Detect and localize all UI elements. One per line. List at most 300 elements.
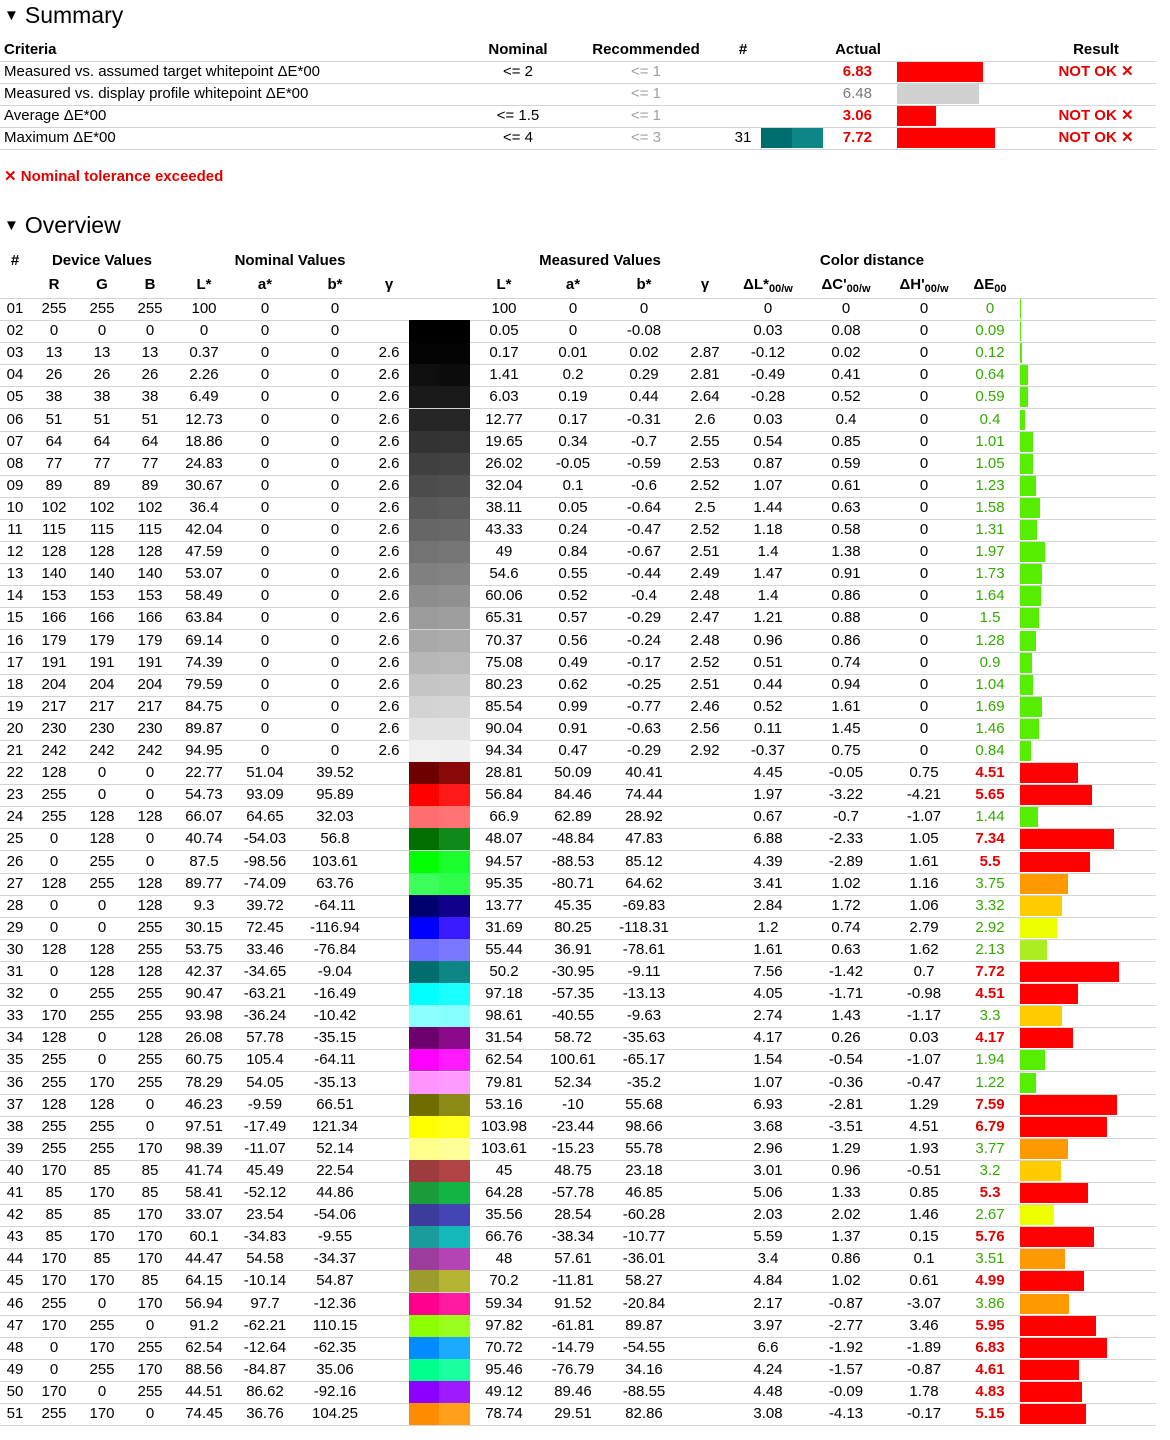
measured-gamma-cell: 2.6 — [694, 410, 716, 428]
g-cell: 170 — [89, 1405, 115, 1422]
overview-row — [0, 1381, 1156, 1404]
nominal-cell: <= 4 — [502, 129, 534, 146]
delta-l-cell: 0.03 — [753, 410, 783, 428]
nominal-b-cell: 0 — [330, 697, 340, 715]
nominal-l-cell: 84.75 — [185, 697, 223, 715]
measured-l-cell: 1.41 — [489, 366, 519, 384]
collapse-triangle-icon[interactable]: ▼ — [4, 7, 19, 24]
nominal-color-swatch — [409, 718, 439, 740]
delta-c-cell: 1.02 — [831, 874, 861, 892]
delta-l-cell: 4.39 — [753, 852, 783, 870]
delta-h-cell: -3.07 — [906, 1294, 942, 1312]
nominal-color-swatch — [409, 1381, 439, 1403]
nominal-a-cell: -63.21 — [243, 985, 287, 1003]
measured-a-cell: 0.17 — [558, 410, 588, 428]
recommended-cell: <= 1 — [630, 63, 662, 80]
nominal-l-cell: 30.67 — [185, 476, 223, 494]
delta-h-cell: 0 — [919, 609, 929, 627]
delta-e-cell: 3.2 — [979, 1161, 1001, 1179]
r-cell: 217 — [41, 697, 67, 715]
measured-color-swatch — [439, 342, 470, 364]
actual-bar — [897, 62, 983, 82]
measured-b-cell: -0.6 — [631, 476, 657, 494]
measured-gamma-cell: 2.53 — [690, 454, 720, 472]
delta-e-cell: 1.97 — [975, 543, 1005, 561]
b-cell: 0 — [145, 852, 155, 870]
measured-color-swatch — [439, 652, 470, 674]
nominal-a-cell: 0 — [260, 631, 270, 649]
summary-row — [0, 127, 1156, 150]
measured-l-cell: 62.54 — [485, 1051, 523, 1069]
nominal-gamma-cell: 2.6 — [378, 366, 400, 384]
nominal-b-cell: -92.16 — [313, 1382, 357, 1400]
measured-a-cell: 89.46 — [554, 1382, 592, 1400]
b-cell: 0 — [145, 786, 155, 804]
nominal-l-cell: 74.45 — [185, 1405, 223, 1422]
measured-gamma-cell — [688, 917, 722, 939]
nominal-a-cell: 54.58 — [246, 1250, 284, 1268]
delta-h-cell: 0 — [919, 543, 929, 561]
nominal-gamma-cell: 2.6 — [378, 476, 400, 494]
delta-c-cell: 0.85 — [831, 432, 861, 450]
delta-h-cell: -0.17 — [906, 1405, 942, 1422]
nominal-color-swatch — [409, 320, 439, 342]
delta-l-cell: -0.12 — [750, 344, 786, 362]
nominal-l-cell: 63.84 — [185, 609, 223, 627]
measured-b-cell: -88.55 — [622, 1382, 666, 1400]
delta-c-cell: -0.87 — [828, 1294, 864, 1312]
overview-row — [0, 762, 1156, 785]
measured-gamma-cell — [688, 1094, 722, 1116]
summary-row — [0, 105, 1156, 128]
nominal-a-cell: -11.07 — [244, 1139, 286, 1157]
measured-color-swatch — [439, 1072, 470, 1094]
num-cell: 10 — [6, 498, 24, 516]
patch-number-cell — [728, 105, 758, 127]
measured-b-cell: 0.29 — [629, 366, 659, 384]
r-cell: 0 — [49, 1360, 59, 1378]
measured-a-cell: 0.84 — [558, 543, 588, 561]
delta-e-cell: 1.22 — [975, 1073, 1005, 1091]
measured-gamma-cell — [688, 762, 722, 784]
delta-l-cell: 1.61 — [753, 940, 783, 958]
measured-b-cell: -0.29 — [626, 609, 662, 627]
patch-swatch — [409, 1337, 470, 1359]
num-cell: 33 — [6, 1007, 24, 1025]
r-cell: 13 — [45, 344, 63, 362]
measured-b-cell: -35.63 — [622, 1029, 666, 1047]
delta-e-bar — [1020, 564, 1042, 584]
delta-c-cell: -1.57 — [828, 1360, 864, 1378]
measured-l-cell: 38.11 — [485, 498, 523, 516]
measured-a-cell: 50.09 — [554, 764, 592, 782]
nominal-gamma-cell — [374, 917, 404, 939]
delta-h-cell: 0 — [919, 432, 929, 450]
g-cell: 0 — [97, 918, 107, 936]
nominal-color-swatch — [409, 1293, 439, 1315]
r-cell: 0 — [49, 963, 59, 980]
measured-l-cell: 0.17 — [489, 344, 519, 362]
measured-a-cell: 0.99 — [558, 697, 588, 715]
nominal-color-swatch — [409, 1337, 439, 1359]
patch-swatch — [409, 519, 470, 541]
delta-h-cell: -0.98 — [906, 985, 942, 1003]
delta-e-cell: 4.99 — [975, 1272, 1005, 1290]
measured-gamma-cell — [688, 1315, 722, 1337]
summary-header-row — [0, 39, 1156, 62]
nominal-a-cell: -10.14 — [243, 1272, 287, 1290]
measured-a-cell: 0.49 — [558, 653, 588, 671]
measured-l-cell: 53.16 — [485, 1095, 523, 1113]
nominal-gamma-cell — [374, 851, 404, 873]
measured-l-cell: 85.54 — [485, 697, 523, 715]
overview-row — [0, 1182, 1156, 1205]
delta-e-bar — [1020, 1360, 1079, 1380]
delta-l-cell: 0.52 — [753, 697, 783, 715]
num-cell: 32 — [6, 985, 24, 1003]
measured-a-cell: -61.81 — [551, 1316, 595, 1334]
measured-a-cell: 91.52 — [554, 1294, 592, 1312]
nominal-b-cell: 0 — [330, 410, 340, 428]
g-cell: 0 — [97, 1029, 107, 1047]
actual-bar — [897, 106, 936, 126]
overview-row — [0, 1359, 1156, 1382]
result-cell — [1046, 83, 1146, 105]
delta-e-bar — [1020, 675, 1033, 695]
delta-e-cell: 0.9 — [979, 653, 1001, 671]
measured-l-cell: 94.57 — [485, 852, 523, 870]
num-cell: 16 — [6, 631, 24, 649]
nominal-color-swatch — [409, 409, 439, 431]
r-cell: 255 — [41, 808, 67, 826]
nominal-a-cell: 0 — [260, 675, 270, 693]
g-cell: 102 — [89, 498, 115, 516]
overview-row — [0, 1072, 1156, 1095]
r-cell: 0 — [49, 852, 59, 870]
collapse-triangle-icon[interactable]: ▼ — [4, 217, 19, 234]
nominal-b-cell: 0 — [330, 543, 340, 561]
actual-cell: 6.48 — [842, 85, 872, 102]
delta-e-bar — [1020, 542, 1045, 562]
measured-a-cell: -48.84 — [551, 830, 595, 848]
r-cell: 255 — [41, 1139, 67, 1157]
nominal-a-cell: -17.49 — [243, 1117, 287, 1135]
measured-a-cell: -11.81 — [552, 1272, 594, 1290]
measured-l-cell: 59.34 — [485, 1294, 523, 1312]
measured-color-swatch — [439, 1359, 470, 1381]
nominal-b-cell: 121.34 — [312, 1117, 358, 1135]
delta-e-cell: 3.75 — [975, 874, 1005, 892]
patch-swatch — [409, 784, 470, 806]
delta-e-bar — [1020, 387, 1028, 407]
b-cell: 128 — [137, 808, 163, 826]
delta-e-cell: 1.44 — [975, 808, 1005, 826]
measured-l-cell: 80.23 — [485, 675, 523, 693]
patch-swatch — [409, 320, 470, 342]
nominal-gamma-cell — [374, 1094, 404, 1116]
delta-e-cell: 2.67 — [975, 1206, 1005, 1224]
measured-color-swatch — [439, 585, 470, 607]
num-cell: 26 — [6, 852, 24, 870]
overview-group-header-row — [0, 250, 1156, 272]
measured-gamma-cell — [688, 1049, 722, 1071]
nominal-l-cell: 78.29 — [185, 1073, 223, 1091]
measured-a-cell: -57.35 — [551, 985, 595, 1003]
nominal-gamma-cell — [374, 784, 404, 806]
overview-row — [0, 497, 1156, 520]
measured-gamma-cell — [688, 873, 722, 895]
delta-l-cell: 6.88 — [753, 830, 783, 848]
measured-color-swatch — [439, 1403, 470, 1425]
delta-c-cell: -0.7 — [833, 808, 859, 826]
nominal-cell — [478, 83, 558, 105]
nominal-l-cell: 88.56 — [185, 1360, 223, 1378]
delta-h-cell: -0.87 — [906, 1360, 942, 1378]
delta-e-bar — [1020, 962, 1119, 982]
b-cell: 0 — [145, 322, 155, 340]
measured-gamma-cell: 2.87 — [690, 344, 720, 362]
nominal-gamma-cell — [374, 1072, 404, 1094]
delta-h-cell: 0 — [919, 366, 929, 384]
delta-e-cell: 3.3 — [979, 1007, 1001, 1025]
overview-row — [0, 652, 1156, 675]
b-cell: 153 — [137, 587, 163, 605]
r-cell: 255 — [41, 1073, 67, 1091]
measured-gamma-cell — [688, 1005, 722, 1027]
delta-e-header: $\Delta E_{00}$ — [973, 276, 1007, 295]
nominal-gamma-cell: 2.6 — [378, 653, 400, 671]
overview-row — [0, 298, 1156, 321]
g-cell: 0 — [97, 764, 107, 782]
overview-section-title[interactable]: ▼ Overview — [4, 212, 121, 238]
measured-a-cell: -0.05 — [555, 454, 591, 472]
actual-cell: 3.06 — [842, 107, 872, 124]
patch-swatch — [409, 696, 470, 718]
nominal-b-cell: 22.54 — [316, 1161, 354, 1179]
delta-e-bar — [1020, 1338, 1107, 1358]
delta-c-header: $\Delta C'_{00/w}$ — [821, 276, 871, 295]
nominal-b-cell: 0 — [330, 344, 340, 362]
measured-color-swatch — [439, 1094, 470, 1116]
measured-b-cell: -9.63 — [626, 1007, 662, 1025]
delta-e-cell: 5.15 — [975, 1405, 1005, 1422]
g-cell: 170 — [89, 1184, 115, 1201]
measured-b-cell: -65.17 — [622, 1051, 666, 1069]
nominal-color-swatch — [409, 1270, 439, 1292]
b-cell: 51 — [141, 410, 159, 428]
measured-color-swatch — [439, 1337, 470, 1359]
delta-e-cell: 4.51 — [975, 985, 1005, 1003]
measured-a-cell: 57.61 — [554, 1250, 592, 1268]
measured-color-swatch — [439, 917, 470, 939]
measured-b-cell: 55.78 — [625, 1139, 663, 1157]
delta-e-bar — [1020, 1183, 1088, 1203]
nominal-l-cell: 87.5 — [189, 852, 219, 870]
nominal-color-swatch — [409, 1005, 439, 1027]
g-cell: 255 — [89, 1316, 115, 1334]
delta-h-header: $\Delta H'_{00/w}$ — [899, 276, 949, 295]
num-cell: 50 — [6, 1382, 24, 1400]
b-cell: 170 — [137, 1294, 163, 1312]
measured-b-cell: -35.2 — [626, 1073, 662, 1091]
measured-b-cell: 85.12 — [625, 852, 663, 870]
measured-b-cell: -36.01 — [622, 1250, 666, 1268]
delta-c-cell: -3.22 — [828, 786, 864, 804]
nominal-l-cell: 89.77 — [185, 874, 223, 892]
delta-l-cell: 1.47 — [753, 565, 783, 583]
nominal-a-cell: 0 — [260, 609, 270, 627]
nominal-a-cell: 33.46 — [246, 940, 284, 958]
measured-a-cell: 0.52 — [558, 587, 588, 605]
delta-l-cell: 3.68 — [753, 1117, 783, 1135]
b-cell: 0 — [145, 1117, 155, 1135]
patch-swatch — [409, 1315, 470, 1337]
patch-swatch — [409, 607, 470, 629]
nominal-a-cell: -54.03 — [243, 830, 287, 848]
delta-c-cell: 0.26 — [831, 1029, 861, 1047]
r-cell: 166 — [41, 609, 67, 627]
nominal-b-cell: 103.61 — [312, 852, 358, 870]
measured-gamma-cell — [688, 1270, 722, 1292]
nominal-l-cell: 89.87 — [185, 719, 223, 737]
delta-l-cell: 1.97 — [753, 786, 783, 804]
num-cell: 31 — [6, 963, 24, 980]
patch-swatch — [409, 895, 470, 917]
delta-l-cell: 3.97 — [753, 1316, 783, 1334]
g-cell: 255 — [89, 852, 115, 870]
delta-e-cell: 1.28 — [975, 631, 1005, 649]
measured-l-cell: 79.81 — [485, 1073, 523, 1091]
b-cell: 0 — [145, 1095, 155, 1113]
measured-gamma-cell: 2.56 — [690, 719, 720, 737]
measured-color-swatch — [439, 409, 470, 431]
patch-swatch — [409, 1204, 470, 1226]
nominal-b-cell: -16.49 — [313, 985, 357, 1003]
measured-gamma-cell — [688, 939, 722, 961]
nominal-gamma-cell — [374, 1005, 404, 1027]
nominal-color-swatch — [409, 1138, 439, 1160]
criteria-cell: Maximum ΔE*00 — [4, 129, 116, 146]
patch-swatch — [409, 364, 470, 386]
delta-l-cell: 4.17 — [753, 1029, 783, 1047]
b-cell: 0 — [145, 1405, 155, 1422]
nominal-gamma-cell: 2.6 — [378, 498, 400, 516]
delta-h-cell: 0 — [919, 742, 929, 759]
measured-color-swatch — [439, 873, 470, 895]
delta-e-bar — [1020, 410, 1025, 430]
nominal-l-cell: 79.59 — [185, 675, 223, 693]
measured-color-swatch — [439, 1182, 470, 1204]
delta-l-cell: -0.28 — [750, 388, 786, 406]
result-cell: NOT OK ✕ — [1058, 107, 1134, 124]
delta-l-cell: 6.93 — [753, 1095, 783, 1113]
nominal-l-cell: 97.51 — [185, 1117, 223, 1135]
nominal-a-cell: -34.65 — [243, 963, 287, 980]
patch-swatch — [409, 1072, 470, 1094]
nominal-a-cell: 0 — [260, 521, 270, 538]
measured-color-swatch — [439, 630, 470, 652]
delta-e-cell: 1.04 — [975, 675, 1005, 693]
delta-h-cell: -4.21 — [906, 786, 942, 804]
patch-swatch — [409, 1116, 470, 1138]
delta-l-cell: 2.84 — [753, 896, 783, 914]
num-cell: 29 — [6, 918, 24, 936]
patch-swatch — [409, 1270, 470, 1292]
measured-color-swatch — [439, 541, 470, 563]
g-cell: 170 — [89, 1338, 115, 1356]
nominal-b-cell: 0 — [330, 742, 340, 759]
nominal-b-cell: 0 — [330, 521, 340, 538]
measured-a-cell: 0 — [568, 300, 578, 317]
delta-e-bar — [1020, 719, 1039, 739]
g-cell: 255 — [89, 985, 115, 1003]
measured-b-cell: 82.86 — [625, 1405, 663, 1422]
b-cell: 255 — [137, 940, 163, 958]
nominal-b-cell: 0 — [330, 675, 340, 693]
delta-h-cell: 0 — [919, 521, 929, 538]
measured-b-cell: -10.77 — [622, 1228, 666, 1246]
g-cell: 0 — [97, 786, 107, 804]
delta-c-cell: 0.58 — [831, 521, 861, 538]
delta-c-cell: 0.4 — [835, 410, 857, 428]
patch-swatch — [409, 983, 470, 1005]
measured-gamma-cell — [688, 1182, 722, 1204]
measured-l-cell: 28.81 — [485, 764, 523, 782]
nominal-b-cell: 0 — [330, 565, 340, 583]
nominal-color-swatch — [409, 784, 439, 806]
b-cell: 77 — [141, 454, 159, 472]
delta-e-cell: 4.51 — [975, 764, 1005, 782]
patch-swatch — [409, 497, 470, 519]
delta-e-bar — [1020, 1316, 1096, 1336]
r-cell: 51 — [45, 410, 63, 428]
r-cell: 170 — [41, 1272, 67, 1290]
delta-h-cell: 1.61 — [909, 852, 939, 870]
patch-swatch — [409, 851, 470, 873]
g-cell: 217 — [89, 697, 115, 715]
nominal-b-cell: 32.03 — [316, 808, 354, 826]
overview-row — [0, 784, 1156, 807]
b-cell: 128 — [137, 896, 163, 914]
measured-b-header: b* — [636, 276, 652, 293]
actual-cell: 6.83 — [842, 63, 872, 80]
b-cell: 64 — [141, 432, 159, 450]
delta-l-cell: 1.54 — [753, 1051, 783, 1069]
num-cell: 11 — [7, 521, 23, 538]
nominal-a-cell: 0 — [260, 587, 270, 605]
delta-c-cell: 0.91 — [831, 565, 861, 583]
delta-h-cell: 0.15 — [909, 1228, 939, 1246]
b-cell: 102 — [137, 498, 163, 516]
delta-c-cell: 2.02 — [831, 1206, 861, 1224]
nominal-a-cell: 0 — [260, 565, 270, 583]
b-cell: 170 — [137, 1206, 163, 1224]
num-cell: 09 — [6, 476, 24, 494]
nominal-color-swatch — [409, 563, 439, 585]
patch-swatch — [409, 873, 470, 895]
measured-b-cell: -118.31 — [619, 918, 669, 936]
delta-c-cell: -0.36 — [828, 1073, 864, 1091]
measured-a-cell: 0.56 — [558, 631, 588, 649]
b-cell: 128 — [137, 874, 163, 892]
nominal-gamma-cell: 2.6 — [378, 388, 400, 406]
nominal-color-swatch — [409, 983, 439, 1005]
nominal-a-cell: 45.49 — [246, 1161, 284, 1179]
summary-section-title[interactable]: ▼ Summary — [4, 2, 124, 28]
g-cell: 242 — [89, 742, 115, 759]
delta-c-cell: -4.13 — [828, 1405, 864, 1422]
delta-h-cell: 0 — [919, 565, 929, 583]
